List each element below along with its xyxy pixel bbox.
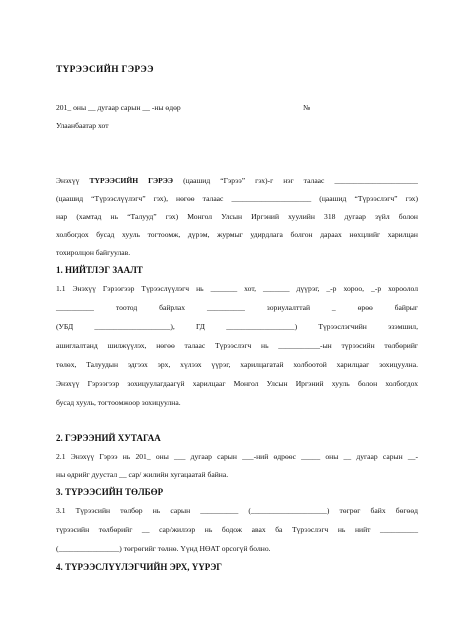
section-3-line-2: түрээсийн төлбөрийг __ сар/жилээр нь бодож авах ба Түрээслэгч нь нийт __________ xyxy=(56,525,418,534)
section-3-line-1: 3.1 Түрээсийн төлбөр нь сарын __________ (____________________) төгрөг байх бөгөөд xyxy=(56,506,418,515)
section-1-line-7: бусад хууль, тогтоомжоор зохицуулна. xyxy=(56,398,181,407)
intro-line-5: тохиролцон байгуулав. xyxy=(56,248,131,257)
city-line: Улаанбаатар хот xyxy=(56,121,109,130)
date-line: 201_ оны __ дугаар сарын __ -ны өдөр xyxy=(56,103,181,112)
intro-line-3: нар (хамтад нь “Талууд” гэх) Монгол Улсын Иргэний хуулийн 318 дугаар зүйл болон xyxy=(56,212,418,221)
section-1-line-4: ашиглалтанд шилжүүлэх, нөгөө талаас Түрээслэгч нь ___________-ын түрээсийн төлбөрийг xyxy=(56,341,418,350)
intro-line-4: холбогдох бусад хууль тогтоомж, дүрэм, журмыг удирдлага болгон дараах нөхцлийг харилцан xyxy=(56,230,418,239)
section-2-line-2: ны өдрийг дуустал __ сар/ жилийн хугацаатай байна. xyxy=(56,470,229,479)
section-1-line-3: (УБД ____________________), ГД __________________) Түрээслэгчийн эзэмшил, xyxy=(56,322,418,331)
intro-contract-name: ТҮРЭЭСИЙН ГЭРЭЭ xyxy=(89,176,174,185)
document-title: ТҮРЭЭСИЙН ГЭРЭЭ xyxy=(56,65,154,75)
section-1-heading: 1. НИЙТЛЭГ ЗААЛТ xyxy=(56,265,143,275)
intro-line-1: Энэхүү ТҮРЭЭСИЙН ГЭРЭЭ (цаашид “Гэрээ” гэх)-г нэг талаас ______________________ xyxy=(56,176,418,185)
section-4-heading: 4. ТҮРЭЭСЛҮҮЛЭГЧИЙН ЭРХ, ҮҮРЭГ xyxy=(56,562,223,572)
section-1-line-6: Энэхүү Гэрээгээр зохицуулагдаагүй харилцааг Монгол Улсын Иргэний хууль болон холбогдох xyxy=(56,379,418,388)
section-2-line-1: 2.1 Энэхүү Гэрээ нь 201_ оны ___ дугаар сарын ___-ний өдрөөс _____ оны __ дугаар сарын __- xyxy=(56,452,418,461)
intro-line-2: (цаашид “Түрээслүүлэгч” гэх), нөгөө талаас _____________________ (цаашид “Түрээслэгч” гэх) xyxy=(56,194,418,203)
section-1-line-1: 1.1 Энэхүү Гэрээгээр Түрээслүүлэгч нь _______ хот, _______ дүүрэг, _-р хороо, _-р хороолол xyxy=(56,284,418,293)
contract-number-label: № xyxy=(303,103,311,112)
section-3-heading: 3. ТҮРЭЭСИЙН ТӨЛБӨР xyxy=(56,487,164,497)
section-1-line-2: __________ тоотод байрлах __________ зориулалттай _ өрөө байрыг xyxy=(56,303,418,312)
section-2-heading: 2. ГЭРЭЭНИЙ ХУТАГАА xyxy=(56,433,161,443)
section-3-line-3: (________________) төгрөгийг төлнө. Үүнд НӨАТ орсогүй болно. xyxy=(56,544,271,553)
section-1-line-5: төлөх, Талуудын эдгээх эрх, хүлээх үүрэг, харилцагатай холбоотой харилцааг зохицуулна. xyxy=(56,360,418,369)
